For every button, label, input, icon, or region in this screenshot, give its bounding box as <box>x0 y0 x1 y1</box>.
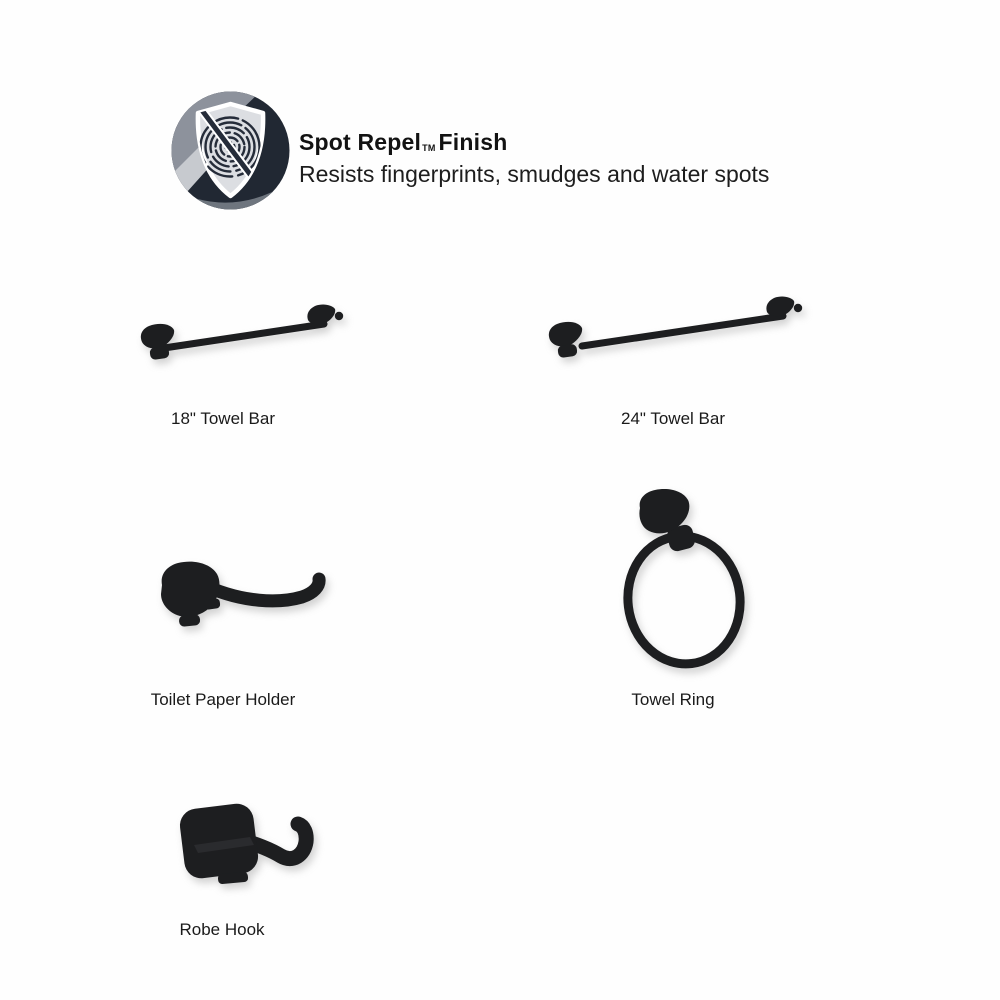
towel-bar-24-image <box>540 290 815 370</box>
product-figure-towel-ring <box>616 486 754 678</box>
finish-title-suffix: Finish <box>438 129 508 155</box>
product-label-towel-ring: Towel Ring <box>631 690 715 709</box>
finish-subtitle: Resists fingerprints, smudges and water spots <box>299 161 770 187</box>
product-figure-towel-bar-18 <box>118 296 353 370</box>
product-figure-robe-hook <box>168 793 320 893</box>
product-label-towel-bar-18: 18" Towel Bar <box>170 409 275 428</box>
product-label-towel-bar-24: 24" Towel Bar <box>620 409 725 428</box>
finish-callout <box>299 129 769 187</box>
finish-title <box>299 129 769 160</box>
product-figure-toilet-paper-holder <box>148 553 338 641</box>
towel-bar-18-image <box>118 296 353 370</box>
no-fingerprint-shield-icon <box>170 90 291 211</box>
product-label-toilet-paper-holder: Toilet Paper Holder <box>150 690 296 709</box>
trademark-symbol: TM <box>422 143 436 153</box>
robe-hook-image <box>168 793 320 893</box>
towel-ring-image <box>616 486 754 678</box>
product-label-robe-hook: Robe Hook <box>179 920 265 939</box>
product-figure-towel-bar-24 <box>540 290 815 370</box>
finish-title-main: Spot Repel <box>299 129 422 155</box>
spot-repel-badge <box>170 90 291 211</box>
toilet-paper-holder-image <box>148 553 338 641</box>
